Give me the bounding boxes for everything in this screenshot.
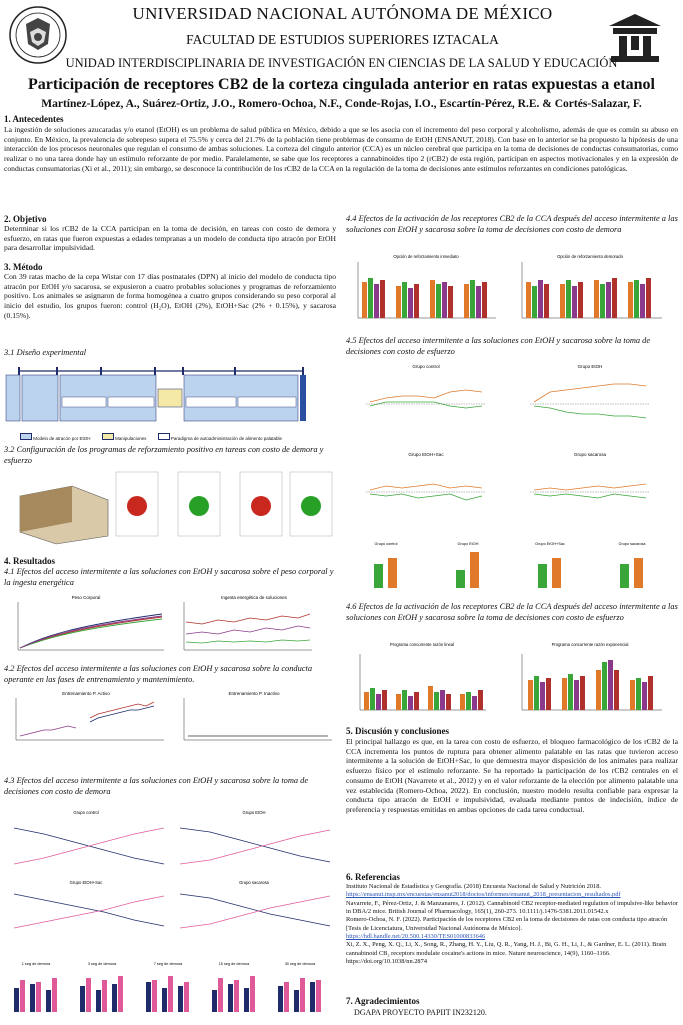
objetivo-heading: 2. Objetivo [4,214,47,224]
training-active-chart [4,688,168,748]
reference-link-text[interactable]: https://ensanut.insp.mx/encuestas/ensanut2018/doctos/informes/ensanut_2018_presentacion_resultados.pdf [346,891,621,899]
results-42-subheading: 4.2 Efectos del acceso intermitente a las soluciones con EtOH y sacarosa sobre la conducta operante en las fases de entrenamiento y mantenimiento. [4,664,313,684]
effort-etoh-title: Grupo EtOH [577,364,603,369]
discusion-heading: 5. Discusión y conclusiones [346,726,450,736]
reference-item: Romero-Ochoa, N. F. (2022). Participación de los receptores CB2 en la toma de decisiones de ratas con conducta tipo atracón [Tesis de Licenciatura, Universidad Nacional Autónoma de México]. [346,916,668,932]
antecedentes-heading: 1. Antecedentes [4,114,64,124]
effort-bar-control-title: Grupo control [374,542,398,546]
unit-name: UNIDAD INTERDISCIPLINARIA DE INVESTIGACIÓN EN CIENCIAS DE LA SALUD Y EDUCACIÓN [65,56,618,70]
experimental-design-diagram [4,359,336,431]
body-weight-title: Peso Corporal [71,595,101,600]
delay-etoh-title: Grupo EtOH [242,810,266,815]
training-inactive-chart [172,688,336,748]
results-43-subheading: 4.3 Efectos del acceso intermitente a las soluciones con EtOH y sacarosa sobre la toma de decisiones con costo de demora [4,776,309,796]
linear-program-title: Programa concurrente razón lineal [389,642,455,647]
intake-title: Ingesta energética de soluciones [221,595,287,600]
results-45-subheading: 4.5 Efectos del acceso intermitente a las soluciones con EtOH y sacarosa sobre la toma de decisiones con costo de esfuerzo [346,336,651,356]
energy-intake-chart [172,592,336,660]
legend-paradigma: Paradigma de autoadministración de alimento palatable [170,436,282,441]
cb2-effort-charts [346,640,678,720]
effort-bar-sacarosa-title: Grupo sacarosa [618,542,646,546]
delay-3s-label: 3 seg de demora [87,962,117,966]
training-active-title: Entrenamiento P. Activo [62,691,110,696]
delay-7s-label: 7 seg de demora [153,962,183,966]
agradecimientos-heading: 7. Agradecimientos [346,996,420,1006]
referencias-heading: 6. Referencias [346,872,400,882]
operant-box-diagram [12,466,334,546]
exponential-program-title: Programa concurrente razón exponencial [551,642,629,647]
reference-item: Instituto Nacional de Estadística y Geografía. (2018) Encuesta Nacional de Salud y Nutrición 2018. [346,883,602,890]
delay-sacarosa-title: Grupo sacarosa [239,880,269,885]
poster-title: Participación de receptores CB2 de la corteza cingulada anterior en ratas expuestas a etanol [27,76,655,93]
delay-control-title: Grupo control [73,810,99,815]
design-legend [20,433,320,441]
effort-bar-etoh-title: Grupo EtOH [457,542,479,546]
references-list [346,883,678,966]
legend-manipulaciones: Manipulaciones [115,436,147,441]
delay-1s-label: 1 seg de demora [21,962,51,966]
reference-link[interactable] [346,933,678,941]
objetivo-text: Determinar si los rCB2 de la CCA participan en la toma de decisión, en tareas con costo de demora y esfuerzo, en ratas que fueron expuestas a edades tempranas a un modelo de conducta tipo atracón por EtOH para desarrollar impulsividad. [4,224,336,253]
effort-etohsac-title: Grupo EtOH+Sac [408,452,444,457]
metodo-text: Con 39 ratas macho de la cepa Wistar con 17 días postnatales (DPN) al inicio del modelo de conducta tipo atracón por EtOH y/o sacarosa, se expusieron a cuatro probables soluciones y programas de reforzamiento positivo. Los animales se asignaron de forma homogénea a cuatro grupos considerando su peso corporal al inicio del estudio, los grupos fueron: control (H₂O), EtOH (2%), EtOH+Sac (2% + 0.15%), y sacarosa (0.15%). [4,272,336,320]
effort-control-title: Grupo control [412,364,440,369]
delay-choice-charts [4,808,336,956]
delay-bar-charts [4,960,336,1020]
reference-item: Xi, Z. X., Peng, X. Q., Li, X., Song, R., Zhang, H. Y., Liu, Q. R., Yang, H. J., Bi, G. H., Li, J., & Gardner, E. L. (2011). Brain cannabinoid CB₂ receptors modulate cocaine's actions in mice. Nature neuroscience, 14(9), 1160–1166. https://doi.org/10.1038/nn.2874 [346,941,667,965]
results-46-subheading: 4.6 Efectos de la activación de los receptores CB2 de la CCA después del acceso intermitente a las soluciones con EtOH y sacarosa sobre la toma de decisiones con costo de esfuerzo [346,602,678,622]
body-weight-chart [4,592,168,660]
agradecimientos-text: DGAPA PROYECTO PAPIIT IN232120. [354,1008,487,1017]
effort-bar-etohsac-title: Grupo EtOH+Sac [535,542,565,546]
faculty-name: FACULTAD DE ESTUDIOS SUPERIORES IZTACALA [186,32,499,47]
delay-15s-label: 15 seg de demora [218,962,250,966]
reference-link-text[interactable]: https://hdl.handle.net/20.500.14330/TES01000833646 [346,932,486,940]
immediate-option-title: Opción de reforzamiento inmediato [393,254,459,259]
results-41-subheading: 4.1 Efectos del acceso intermitente a las soluciones con EtOH y sacarosa sobre el peso corporal y la ingesta energética [4,567,334,587]
config-subheading: 3.2 Configuración de los programas de reforzamiento positivo en tareas con costo de demora y esfuerzo [4,445,324,465]
delayed-option-title: Opción de reforzamiento demorado [557,254,623,259]
authors: Martínez-López, A., Suárez-Ortiz, J.O., Romero-Ochoa, N.F., Conde-Rojas, I.O., Escartín-Pérez, R.E. & Cortés-Salazar, F. [41,98,642,110]
effort-bar-charts [346,540,678,594]
delay-etohsac-title: Grupo EtOH+Sac [69,880,103,885]
cb2-delay-charts [346,252,678,330]
diseno-subheading: 3.1 Diseño experimental [4,348,87,357]
training-inactive-title: Entrenamiento P. Inactivo [228,691,280,696]
resultados-heading: 4. Resultados [4,556,56,566]
effort-group-charts [346,362,678,534]
university-name: UNIVERSIDAD NACIONAL AUTÓNOMA DE MÉXICO [132,4,553,23]
reference-link[interactable] [346,891,678,899]
reference-item: Navarrete, F., Pérez-Ortiz, J. & Manzanares, J. (2012). Cannabinoid CB2 receptor-mediated regulation of impulsive-like behavior in DBA/2 mice. British Journal of Pharmacology, 165(1), 260-273. 10.1111/j.1476-5381.2011.01542.x [346,899,678,915]
delay-30s-label: 30 seg de demora [284,962,316,966]
effort-sacarosa-title: Grupo sacarosa [573,452,607,457]
metodo-heading: 3. Método [4,262,43,272]
antecedentes-text: La ingestión de soluciones azucaradas y/o etanol (EtOH) es un problema de salud pública en México, debido a que se les asocia con el incremento del peso corporal y alcoholismo, además de que es común su abuso en conjunto. En México, la prevalencia de sobrepeso supera el 75.5% y cerca del 21.7% de la población tiene problemas de consumo de EtOH (ENSANUT, 2018). Con base en lo anterior se ha propuesto la hipótesis de una interacción de los procesos neuronales que regulan el consumo de ambas soluciones. La corteza del cíngulo anterior (CCA) es un núcleo cerebral que participa en la toma de decisiones de conductas consumatorias, como realizar o no una tarea donde hay un estímulo reforzante de por medio. Paralelamente, se sabe que los receptores a cannabinoides tipo 2 (rCB2) de esta región, participan en aspectos motivacionales y en la expresión de conductas consumatorias (Xi et al., 2011); sin embargo, se desconoce la contribución de los rCB2 de la CCA en la regulación de la toma de decisiones ante estímulos reforzantes en condiciones patológicas. [4,125,678,173]
legend-atracon: Modelo de atracón por EtOH [33,436,91,441]
results-44-subheading: 4.4 Efectos de la activación de los receptores CB2 de la CCA después del acceso intermitente a las soluciones con EtOH y sacarosa sobre la toma de decisiones con costo de demora [346,214,678,234]
discusion-text: El principal hallazgo es que, en la tarea con costo de esfuerzo, el bloqueo farmacológico de los rCB2 de la CCA incrementa los puntos de ruptura para obtener alimento palatable en las ratas que tuvieron acceso intermitente a la solución de EtOH+Sac, lo que demuestra mayor disposición de los animales para realizar esfuerzo físico por el estímulo reforzante. Se ha reportado la participación de los rCB2 centrales en el consumo de EtOH (Navarrete et al., 2012) y en el valor reforzante de la elección por alimento palatable una vez establecida (Romero-Ochoa, 2022). En conclusión, nuestro modelo resulta confiable para expresar la conducta tipo atracón de EtOH e impulsividad, evaluada mediante puntos de indecisión, índice de preferencia y respuestas emitidas en ambas opciones de cada tarea conductual. [346,737,678,815]
